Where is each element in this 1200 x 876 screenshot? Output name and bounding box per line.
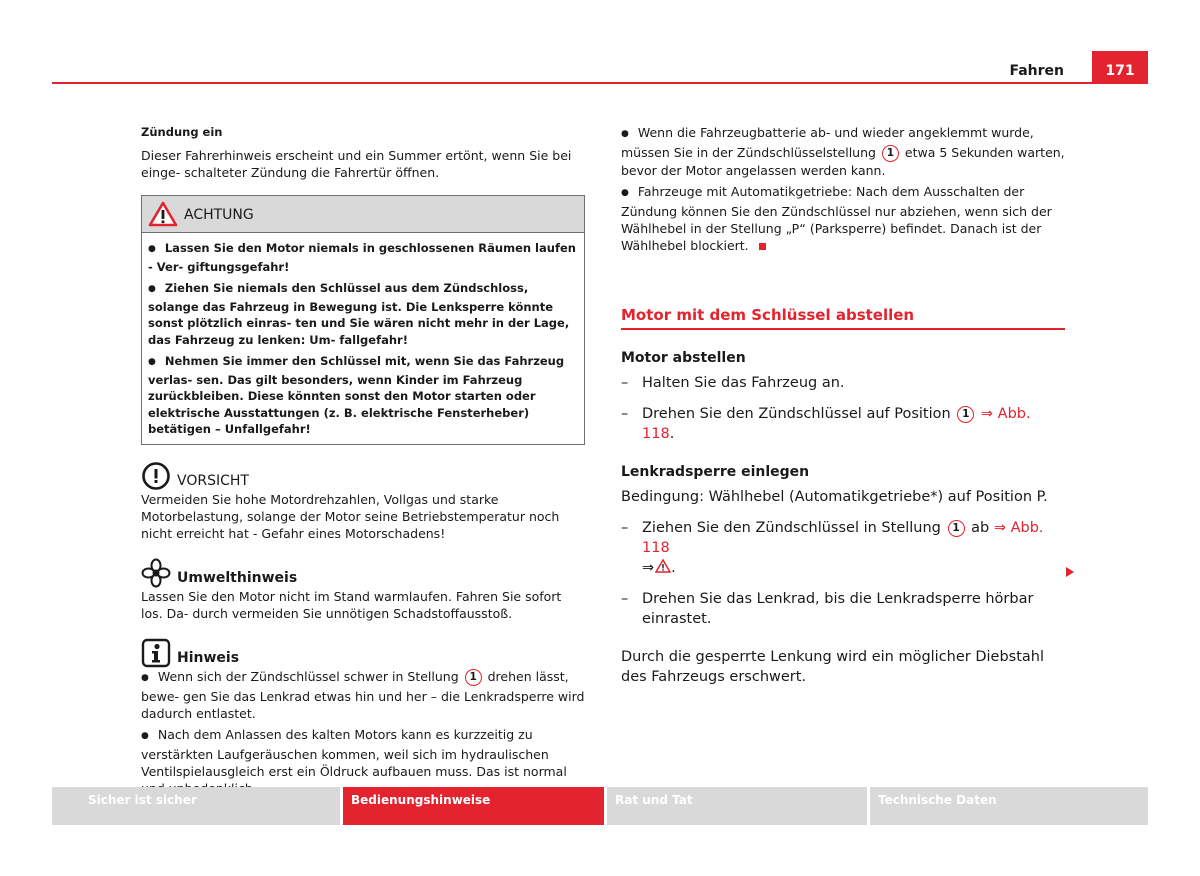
environment-title: Umwelthinweis — [177, 569, 298, 586]
warning-item: ● Lassen Sie den Motor niemals in geschlossenen Räumen laufen - Ver- giftungsgefahr! — [148, 240, 578, 275]
position-1-marker: 1 — [465, 669, 482, 686]
condition-text: Bedingung: Wählhebel (Automatikgetriebe*) auf Position P. — [621, 489, 1048, 505]
section-title: Motor mit dem Schlüssel abstellen — [621, 306, 1065, 330]
closing-text: Durch die gesperrte Lenkung wird ein möglicher Diebstahl des Fahrzeugs erschwert. — [621, 649, 1045, 685]
warning-item: ● Ziehen Sie niemals den Schlüssel aus dem Zündschloss, solange das Fahrzeug in Bewegung ist. Die Lenksperre könnte sonst plötzlich einras- ten und Sie wären nicht mehr in der Lage, das Fahrzeug zu lenken: Um- fallgefahr! — [148, 280, 578, 348]
warning-triangle-icon — [655, 559, 671, 573]
subheading-motor-abstellen: Motor abstellen — [621, 350, 746, 366]
note-item: ● Wenn sich der Zündschlüssel schwer in Stellung 1 drehen lässt, bewe- gen Sie das Lenkrad etwas hin und her – die Lenkradsperre wird dadurch entlastet. — [141, 668, 585, 722]
step-item: – Ziehen Sie den Zündschlüssel in Stellung 1 ab ⇒ Abb. 118 ⇒ . — [621, 520, 1044, 576]
note-item: ● Nach dem Anlassen des kalten Motors kann es kurzzeitig zu verstärkten Laufgeräuschen kommen, weil sich im hydraulischen Ventilspielausgleich erst ein Öldruck aufbauen muss. Das ist normal — [141, 726, 585, 797]
exclamation-circle-icon — [141, 461, 171, 495]
note-title: Hinweis — [177, 649, 240, 666]
right-column — [621, 124, 1065, 687]
footer-tab-bedienung[interactable]: Bedienungshinweise — [343, 787, 604, 825]
footer-tab-rat[interactable]: Rat und Tat — [607, 787, 867, 825]
warning-box — [141, 195, 585, 445]
step-item: – Drehen Sie den Zündschlüssel auf Position 1 ⇒ Abb. 118. — [621, 406, 1031, 442]
step-item: – Halten Sie das Fahrzeug an. — [621, 375, 845, 391]
footer-tab-technik[interactable]: Technische Daten — [870, 787, 1148, 825]
warning-triangle-icon — [148, 201, 178, 231]
intro-text: Dieser Fahrerhinweis erscheint und ein Summer ertönt, wenn Sie bei einge- schalteter Zündung die Fahrertür öffnen. — [141, 148, 572, 180]
header-rule — [52, 82, 1148, 84]
position-1-marker: 1 — [957, 406, 974, 423]
position-1-marker: 1 — [948, 520, 965, 537]
figure-link[interactable]: ⇒ Abb. 118 — [642, 406, 1031, 442]
caution-title: VORSICHT — [177, 472, 249, 489]
warning-header — [142, 196, 584, 233]
flower-icon — [141, 558, 171, 592]
environment-section — [141, 556, 585, 622]
automatic-note: ● Fahrzeuge mit Automatikgetriebe: Nach dem Ausschalten der Zündung können Sie den Zündschlüssel nur abziehen, wenn sich der Wählhebel in der Stellung „P“ (Parksperre) befindet. Danach ist der Wählhebel blockiert. — [621, 183, 1065, 254]
page-number: 171 — [1092, 51, 1148, 84]
subheading-zuendung: Zündung ein — [141, 125, 223, 139]
warning-title: ACHTUNG — [184, 207, 254, 223]
warning-item: ● Nehmen Sie immer den Schlüssel mit, wenn Sie das Fahrzeug verlas- sen. Das gilt besonders, wenn Kinder im Fahrzeug zurückbleiben. Diese könnten sonst den Motor starten oder elektrische Ausstattungen (z. B. elektrische Fensterheber) betätigen – Unfallgefahr! — [148, 353, 578, 438]
environment-text: Lassen Sie den Motor nicht im Stand warmlaufen. Fahren Sie sofort los. Da- durch vermeiden Sie unnötigen Schadstoffausstoß. — [141, 588, 562, 621]
warning-body — [142, 233, 584, 444]
caution-section — [141, 459, 585, 542]
end-marker-square — [759, 243, 766, 250]
caution-text: Vermeiden Sie hohe Motordrehzahlen, Vollgas und starke Motorbelastung, solange der Motor seine Betriebstemperatur noch nicht erreicht hat - Gefahr eines Motorschadens! — [141, 491, 560, 541]
chapter-title: Fahren — [1009, 63, 1064, 79]
continue-arrow-icon — [1066, 567, 1074, 577]
battery-note: ● Wenn die Fahrzeugbatterie ab- und wieder angeklemmt wurde, müssen Sie in der Zündschlüsselstellung 1 etwa 5 Sekunden warten, bevor der Motor angelassen werden kann. — [621, 124, 1065, 179]
footer-tab-sicher[interactable]: Sicher ist sicher — [52, 787, 340, 825]
note-section — [141, 636, 585, 797]
left-column — [141, 124, 585, 811]
info-icon — [141, 638, 171, 672]
step-item: – Drehen Sie das Lenkrad, bis die Lenkradsperre hörbar einrastet. — [621, 591, 1034, 627]
warning-reference[interactable]: ⇒ — [642, 560, 671, 576]
figure-link[interactable]: ⇒ Abb. 118 — [642, 520, 1044, 556]
position-1-marker: 1 — [882, 145, 899, 162]
subheading-lenkradsperre: Lenkradsperre einlegen — [621, 464, 810, 480]
